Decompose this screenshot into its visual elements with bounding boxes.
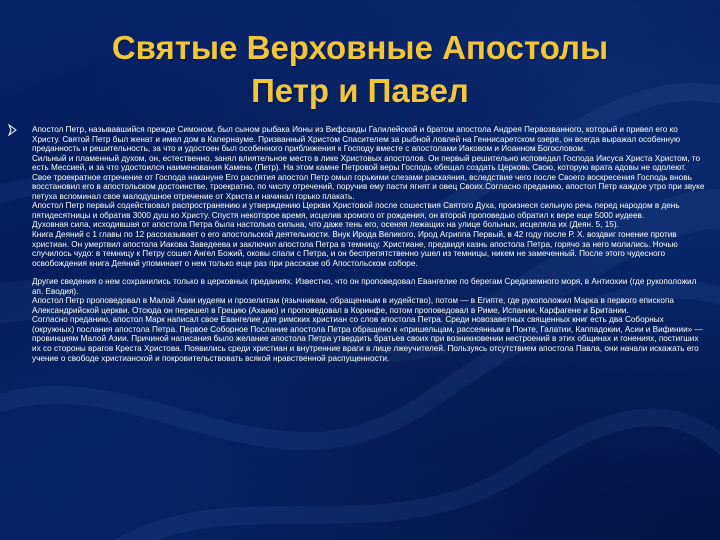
slide-title xyxy=(0,26,720,112)
body-text xyxy=(32,125,708,530)
paragraph: Книга Деяний с 1 главы по 12 рассказывает о его апостольской деятельности. Внук Ирода Великого, Ирод Агриппа Первый, в 42 году после Р. Х. воздвиг гонение против христиан. Он умертвил апостола Иакова Заведеева и заключил апостола Петра в темницу. Христиане, предвидя казнь апостола Петра, горячо за него молились. Ночью случилось чудо: в темницу к Петру сошел Ангел Божий, оковы спали с Петра, и он беспрепятственно ушел из темницы, никем не замеченный. После этого чудесного освобождения книга Деяний упоминает о нем только еще раз при рассказе об Апостольском соборе. xyxy=(32,230,678,268)
paragraph: Апостол Петр проповедовал в Малой Азии иудеям и прозелитам (язычникам, обращенным в иудейство), потом — в Египте, где рукоположил Марка в первого епископа Александрийской церкви. Отсюда он перешел в Грецию (Ахаию) и проповедовал в Коринфе, потом проповедовал в Риме, Испании, Карфагене и Британии. xyxy=(32,296,674,315)
paragraph: Свое троекратное отречение от Господа накануне Его распятия апостол Петр омыл горькими слезами раскаяния, вследствие чего после Своего воскресения Господь вновь восстановил его в апостольском достоинстве, троекратно, по числу отречений, поручив ему пасти ягнят и овец Своих.Согласно преданию, апостол Петр каждое утро при звуке петуха вспоминал свое малодушное отречение от Христа и начинал горько плакать. xyxy=(32,172,705,201)
paragraph: Согласно преданию, апостол Марк написал свое Евангелие для римских христиан со слов апостола Петра. Среди новозаветных священных книг есть два Соборных (окружных) послания апостола Петра. Первое Соборное Послание апостола Петра обращено к «пришельцам, рассеянным в Понте, Галатии, Каппадокии, Асии и Вифинии» — провинциям Малой Азии. Причиной написания было желание апостола Петра утвердить братьев своих при возникновении нестроений в этих общинах и гонениях, постигших их со стороны врагов Креста Христова. Появились среди христиан и внутренние враги в лице лжеучителей. Пользуясь отсутствием апостола Павла, они начали искажать его учение о свободе христианской и покровительствовать всякой нравственной распущенности. xyxy=(32,315,703,363)
arrow-bullet-icon xyxy=(8,124,18,136)
paragraph: Духовная сила, исходившая от апостола Петра была настолько сильна, что даже тень его, осеняя лежащих на улице больных, исцеляла их (Деян. 5, 15). xyxy=(32,220,619,230)
paragraph: Сильный и пламенный духом, он, естественно, занял влиятельное место в лике Христовых апостолов. Он первый решительно исповедал Господа Иисуса Христа Христом, то есть Мессией, и за что удостоился наименования Камень (Петр). На этом камне Петровой веры Господь обещал создать Церковь Свою, которую врата адовы не одолеют. xyxy=(32,153,701,173)
paragraph: Другие сведения о нем сохранились только в церковных преданиях. Известно, что он проповедовал Евангелие по берегам Средиземного моря, в Антиохии (где рукоположил ап. Еводия). xyxy=(32,277,697,296)
title-line-2: Петр и Павел xyxy=(251,72,469,109)
title-line-1: Святые Верховные Апостолы xyxy=(111,29,609,66)
paragraph: Апостол Петр первый содействовал распространению и утверждению Церкви Христовой после сошествия Святого Духа, произнеся сильную речь перед народом в день пятидесятницы и обратив 3000 душ ко Христу. Спустя некоторое время, исцелив хромого от рождения, он второй проповедью обратил к вере еще 5000 иудеев. xyxy=(32,201,680,220)
paragraph: Апостол Петр, называвшийся прежде Симоном, был сыном рыбака Ионы из Вифсаиды Галилейской и братом апостола Андрея Первозванного, который и привел его ко Христу. Святой Петр был женат и имел дом в Капернауме. Призванный Христом Спасителем за рыбной ловлей на Геннисаретском озере, он всегда выражал особенную преданность и решительность, за что и удостоен был особенного приближения к Господу вместе с апостолами Иаковом и Иоанном Богословом. xyxy=(32,125,681,154)
